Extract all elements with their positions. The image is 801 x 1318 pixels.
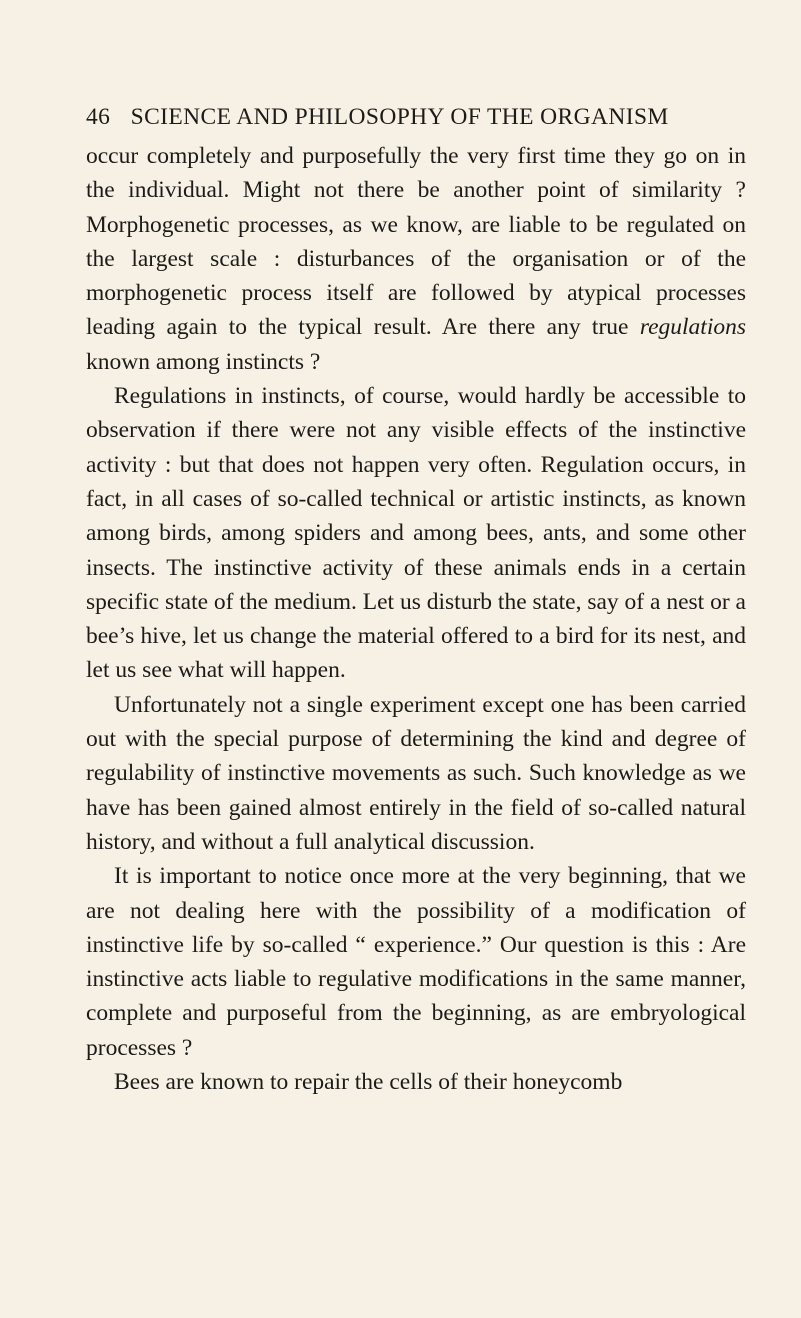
paragraph-3: Unfortunately not a single experiment except one has been carried out with the special purpose of determining the kind and degree of regulability of instinctive movements as such. Such knowledge as we have has been gained almost entirely in the field of so-called natural history, and without a full analytical discussion. bbox=[86, 691, 746, 855]
running-title: SCIENCE AND PHILOSOPHY OF THE ORGANISM bbox=[130, 104, 669, 130]
paragraph-5: Bees are known to repair the cells of their honeycomb bbox=[114, 1069, 623, 1096]
body-text bbox=[86, 139, 746, 1099]
italic-term: regulations bbox=[639, 314, 746, 341]
paragraph-4: It is important to notice once more at the very beginning, that we are not dealing here with the possibility of a modification of instinctive life by so-called “ experience.” Our question is this : Are instinctive acts liable to regulative modifications in the same manner, complete and purposeful from the beginning, as are embryological processes ? bbox=[86, 863, 746, 1061]
page-number: 46 bbox=[86, 104, 111, 130]
paragraph-2: Regulations in instincts, of course, would hardly be accessible to observation if there were not any visible effects of the instinctive activity : but that does not happen very often. Regulation occurs, in fact, in all cases of so-called technical or artistic instincts, as known among birds, among spiders and among bees, ants, and some other insects. The instinctive activity of these animals ends in a certain specific state of the medium. Let us disturb the state, say of a nest or a bee’s hive, let us change the material offered to a bird for its nest, and let us see what will happen. bbox=[86, 383, 746, 684]
paragraph-1-text: occur completely and purposefully the very first time they go on in the individual. Might not there be another point of similarity ? Morphogenetic processes, as we know, are liable to be regulated on the largest scale : disturbances of the organisation or of the morphogenetic process itself are followed by atypical processes leading again to the typical result. Are there any true bbox=[86, 143, 746, 341]
paragraph-1-text-end: known among instincts ? bbox=[86, 348, 321, 375]
running-head bbox=[86, 104, 746, 131]
paragraph-1 bbox=[86, 139, 746, 379]
